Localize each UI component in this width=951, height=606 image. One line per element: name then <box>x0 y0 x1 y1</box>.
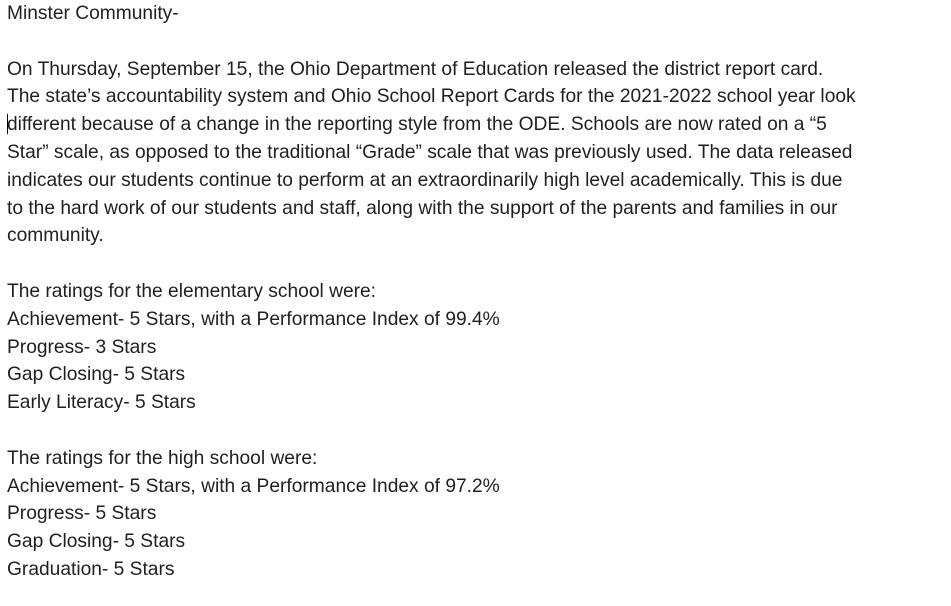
intro-line: Star” scale, as opposed to the traditional “Grade” scale that was previously used. The data released <box>7 141 853 163</box>
elementary-heading: The ratings for the elementary school were: <box>7 280 377 302</box>
high-school-rating-item: Progress- 5 Stars <box>7 503 157 525</box>
intro-line: community. <box>7 225 104 247</box>
elementary-rating-item: Early Literacy- 5 Stars <box>7 392 196 414</box>
intro-line: to the hard work of our students and staff, along with the support of the parents and families in our <box>7 197 838 219</box>
greeting-line: Minster Community- <box>7 3 179 24</box>
intro-line: On Thursday, September 15, the Ohio Department of Education released the district report card. <box>7 58 824 80</box>
high-school-rating-item: Graduation- 5 Stars <box>7 558 175 580</box>
blank-line <box>7 250 947 278</box>
blank-line <box>7 417 947 445</box>
intro-paragraph <box>7 56 947 251</box>
document-body[interactable] <box>7 0 947 584</box>
elementary-ratings-section <box>7 278 947 417</box>
intro-line-text: different because of a change in the reporting style from the ODE. Schools are now rated on a “5 <box>7 114 827 136</box>
high-school-rating-item: Gap Closing- 5 Stars <box>7 531 186 553</box>
elementary-rating-item: Progress- 3 Stars <box>7 336 157 358</box>
elementary-rating-item: Gap Closing- 5 Stars <box>7 364 186 386</box>
high-school-rating-item: Achievement- 5 Stars, with a Performance Index of 97.2% <box>7 475 500 497</box>
elementary-rating-item: Achievement- 5 Stars, with a Performance Index of 99.4% <box>7 308 500 330</box>
high-school-heading: The ratings for the high school were: <box>7 447 318 469</box>
blank-line <box>7 28 947 56</box>
high-school-ratings-section <box>7 445 947 584</box>
intro-line: indicates our students continue to perform at an extraordinarily high level academically. This is due <box>7 169 843 191</box>
intro-line: The state’s accountability system and Ohio School Report Cards for the 2021-2022 school year look <box>7 86 856 108</box>
intro-line <box>7 111 947 139</box>
